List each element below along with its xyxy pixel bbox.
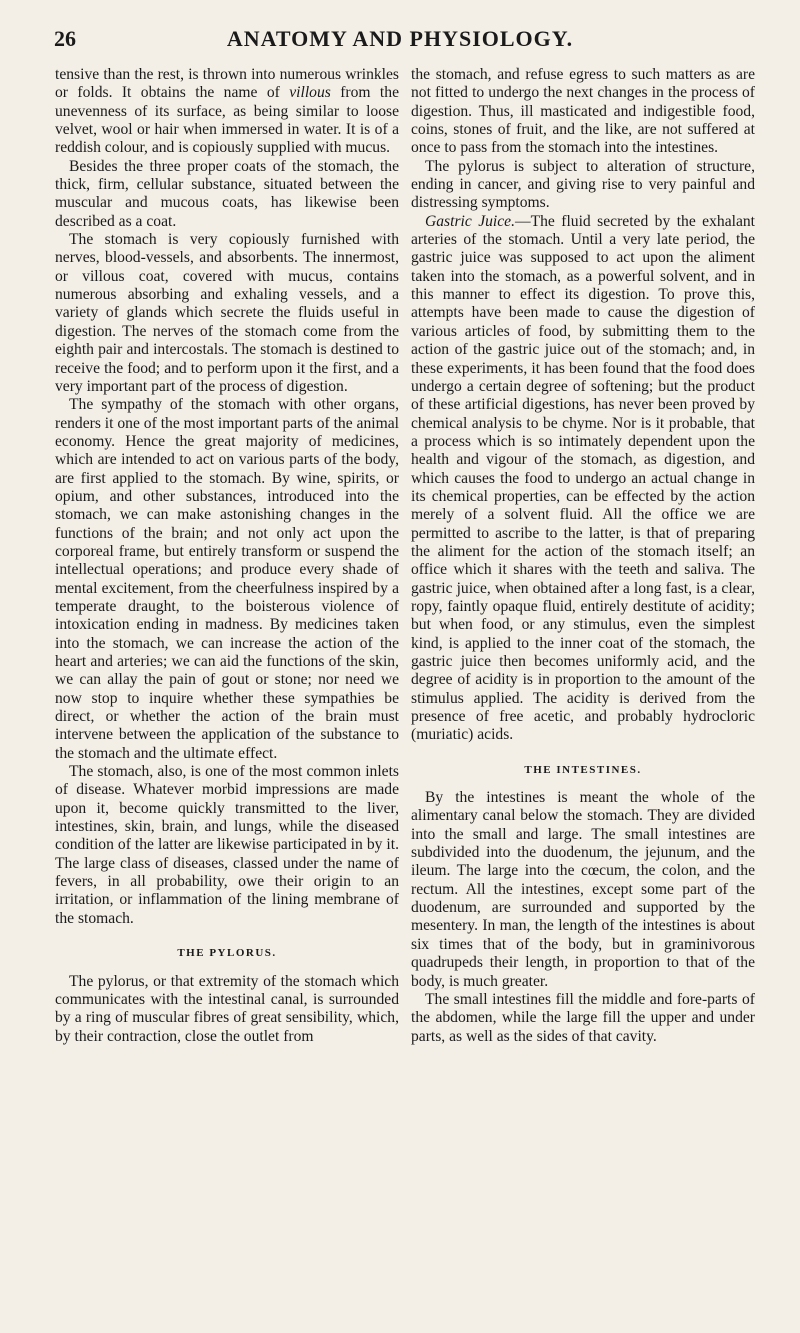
paragraph-small-intestines: The small intestines fill the middle and fore-parts of the abdomen, while the large fill the upper and under parts, as well as the sides of that cavity.	[411, 990, 755, 1045]
running-title: ANATOMY AND PHYSIOLOGY.	[226, 26, 574, 51]
text: tensive than the rest, is thrown into numerous wrinkles or folds. It obtains the name of	[55, 66, 399, 102]
page-number: 26	[54, 26, 76, 51]
paragraph-disease: The stomach, also, is one of the most common inlets of disease. Whatever morbid impressions are made upon it, become quickly transmitted to the liver, intestines, skin, brain, and lungs, while the diseased condition of the latter are likewise participated in by it. The large class of diseases, classed under the name of fevers, in all probability, owe their origin to an irritation, or inflammation of the lining membrane of the stomach.	[55, 763, 399, 927]
left-column	[55, 66, 399, 1046]
paragraph-cellular-substance: Besides the three proper coats of the stomach, the thick, firm, cellular substance, situated between the muscular and mucous coats, has likewise been described as a coat.	[55, 157, 399, 230]
paragraph-nerves-vessels: The stomach is very copiously furnished with nerves, blood-vessels, and absorbents. The innermost, or villous coat, covered with mucus, contains numerous absorbing and exhaling vessels, and a variety of glands which secrete the fluids useful in digestion. The nerves of the stomach come from the eighth pair and intercostals. The stomach is destined to receive the food; and to perform upon it the first, and a very important part of the process of digestion.	[55, 231, 399, 395]
section-heading-pylorus: THE PYLORUS.	[177, 947, 277, 960]
text: from the unevenness of its surface, as being similar to loose velvet, wool or hair when immersed in water. It is of a reddish colour, and is copiously supplied with mucus.	[55, 84, 399, 157]
text: —The fluid secreted by the exhalant arteries of the stomach. Until a very late period, the gastric juice was supposed to act upon the aliment taken into the stomach, as a powerful solvent, and in this manner to effect its digestion. To prove this, attempts have been made to cause the digestion of various articles of food, by submitting them to the action of the gastric juice out of the stomach; and, in these experiments, it has been found that the food does undergo a certain degree of softening; but the product of these artificial digestions, has never been proved by chemical analysis to be chyme. Nor is it probable, that a process which is so intimately dependent upon the health and vigour of the stomach, as digestion, and which causes the food to undergo an actual change in its chemical properties, can be effected by the action merely of a solvent fluid. All the office we are permitted to ascribe to the latter, is that of preparing the aliment for the action of the stomach itself; an office which it shares with the teeth and saliva. The gastric juice, when obtained after a long fast, is a clear, ropy, faintly opaque fluid, entirely destitute of acidity; but when food, or any stimulus, even the simplest kind, is applied to the inner coat of the stomach, the gastric juice then becomes uniformly acid, and the degree of acidity is in proportion to the amount of the stimulus applied. The acidity is derived from the presence of free acetic, and probably hydrocloric (muriatic) acids.	[411, 212, 755, 744]
paragraph-pylorus-continued: the stomach, and refuse egress to such matters as are not fitted to undergo the next changes in the process of digestion. Thus, ill masticated and indigestible food, coins, stones of fruit, and the like, are not suffered at once to pass from the stomach into the intestines.	[411, 66, 755, 157]
paragraph-pylorus: The pylorus, or that extremity of the stomach which communicates with the intestinal canal, is surrounded by a ring of muscular fibres of great sensibility, which, by their contraction, close the outlet from	[55, 972, 399, 1045]
paragraph-gastric-juice	[411, 213, 755, 745]
page-header	[0, 20, 800, 60]
paragraph-villous-coat	[55, 66, 399, 158]
paragraph-intestines: By the intestines is meant the whole of the alimentary canal below the stomach. They are divided into the small and large. The small intestines are subdivided into the duodenum, the jejunum, and the ileum. The large into the cœcum, the colon, and the rectum. All the intestines, except some part of the duodenum, are surrounded and supported by the mesentery. In man, the length of the intestines is about six times that of the body, but in graminivorous quadrupeds their length, in proportion to that of the body, is much greater.	[411, 789, 755, 990]
right-column	[411, 66, 755, 1046]
section-heading-intestines: THE INTESTINES.	[524, 763, 642, 776]
paragraph-pylorus-cancer: The pylorus is subject to alteration of structure, ending in cancer, and giving rise to very painful and distressing symptoms.	[411, 157, 755, 212]
term-gastric-juice: Gastric Juice.	[425, 212, 516, 230]
paragraph-sympathy: The sympathy of the stomach with other organs, renders it one of the most important parts of the animal economy. Hence the great majority of medicines, which are intended to act on various parts of the body, are first applied to the stomach. By wine, spirits, or opium, and other substances, introduced into the stomach, we can make astonishing changes in the functions of the brain; and not only act upon the corporeal frame, but entirely transform or suspend the intellectual operations; and produce every shade of mental excitement, from the cheerfulness inspired by a temperate draught, to the boisterous violence of intoxication ending in madness. By medicines taken into the stomach, we can increase the action of the heart and arteries; we can aid the functions of the skin, we can allay the pain of gout or stone; nor need we now stop to inquire whether these sympathies be direct, or whether the action of the brain must intervene between the application of the substance to the stomach and the ultimate effect.	[55, 396, 399, 762]
term-villous: villous	[289, 84, 331, 102]
